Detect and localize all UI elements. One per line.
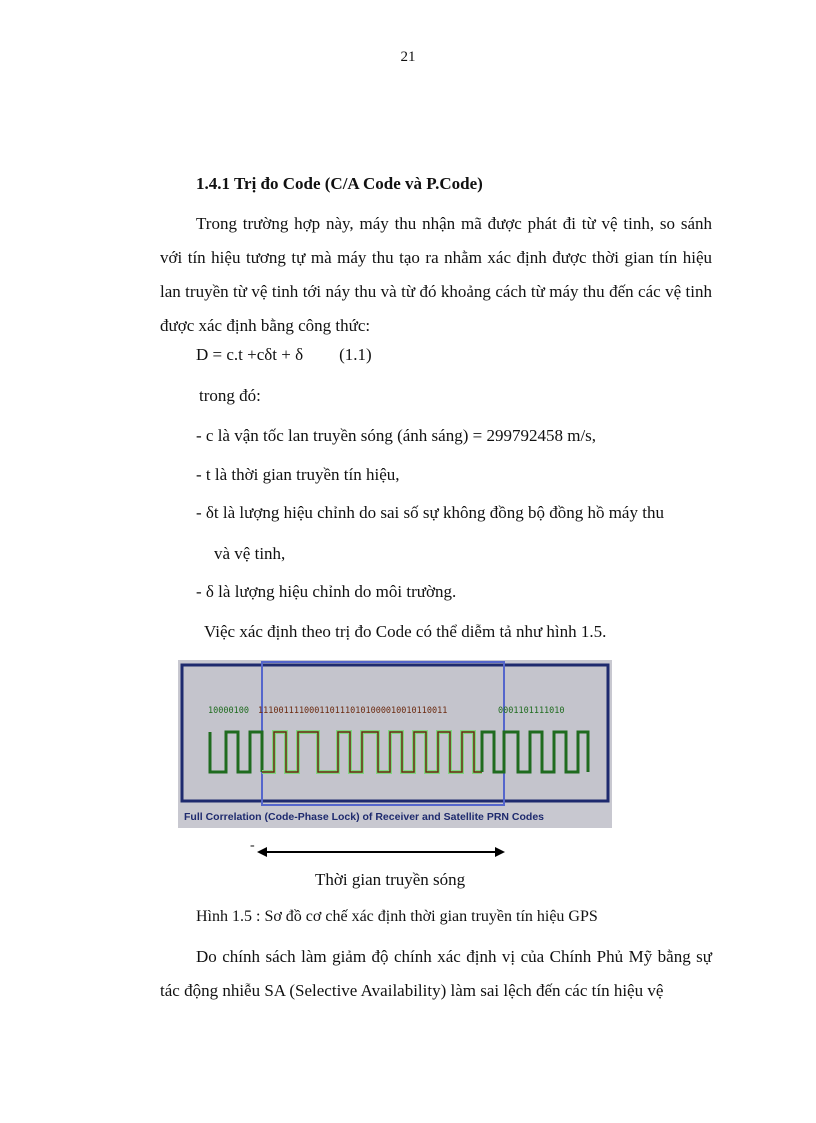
prn-code-diagram	[178, 660, 612, 828]
definition-c: - c là vận tốc lan truyền sóng (ánh sáng) = 299792458 m/s,	[196, 426, 597, 445]
paragraph-sa-text: Do chính sách làm giảm độ chính xác định vị của Chính Phủ Mỹ bằng sự tác động nhiễu SA (Selective Availability) làm sai lệch đến các tín hiệu vệ	[160, 947, 712, 1000]
formula-number: (1.1)	[339, 345, 372, 364]
formula-line	[196, 345, 372, 365]
paragraph-intro-text: Trong trường hợp này, máy thu nhận mã được phát đi từ vệ tinh, so sánh với tín hiệu tương tự mà máy thu tạo ra nhằm xác định được thời gian tín hiệu lan truyền từ vệ tinh tới náy thu và từ đó khoảng cách từ máy thu đến các vệ tinh được xác định bằng công thức:	[160, 214, 712, 335]
figure-caption: Hình 1.5 : Sơ đồ cơ chế xác định thời gian truyền tín hiệu GPS	[196, 908, 598, 925]
definition-dt: - δt là lượng hiệu chỉnh do sai số sự không đồng bộ đồng hồ máy thu	[196, 503, 664, 522]
figure-bottom-label: Full Correlation (Code-Phase Lock) of Receiver and Satellite PRN Codes	[184, 811, 544, 823]
where-label: trong đó:	[199, 386, 261, 405]
arrow-dash: -	[250, 838, 255, 853]
time-arrow	[245, 840, 515, 860]
double-arrow-icon	[245, 840, 515, 860]
section-heading: 1.4.1 Trị đo Code (C/A Code và P.Code)	[196, 174, 483, 193]
prn-code-figure	[178, 660, 612, 828]
definition-delta: - δ là lượng hiệu chỉnh do môi trường.	[196, 582, 457, 601]
figure-intro: Việc xác định theo trị đo Code có thể diễm tả như hình 1.5.	[204, 622, 607, 641]
formula: D = c.t +cδt + δ	[196, 345, 304, 364]
arrow-label: Thời gian truyền sóng	[315, 870, 466, 889]
paragraph-sa	[160, 940, 712, 1008]
definition-t: - t là thời gian truyền tín hiệu,	[196, 465, 400, 484]
code-left: 10000100	[208, 706, 249, 716]
paragraph-intro	[160, 207, 712, 343]
code-overlap: 1110011110001101110101000010010110011	[258, 706, 448, 716]
code-right: 0001101111010	[498, 706, 565, 716]
definition-dt-continued: và vệ tinh,	[214, 544, 286, 563]
page-number: 21	[400, 49, 416, 65]
